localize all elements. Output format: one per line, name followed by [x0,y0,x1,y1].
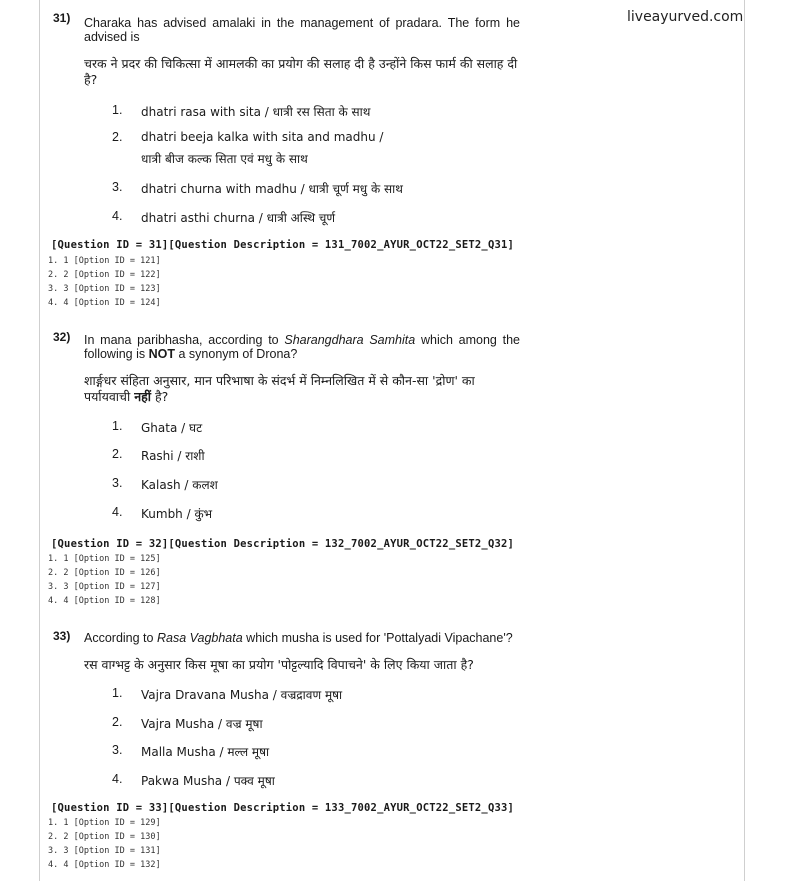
option-id: 4. 4 [Option ID = 124] [48,298,161,308]
option-number: 3. [112,180,123,194]
option-text: Pakwa Musha / पक्व मूषा [141,774,275,788]
option-id: 2. 2 [Option ID = 130] [48,832,161,842]
option-number: 3. [112,476,123,490]
option-1 [0,686,786,704]
option-text: Kumbh / कुंभ [141,507,213,521]
question-hindi: चरक ने प्रदर की चिकित्सा में आमलकी का प्रयोग की सलाह दी है उन्होंने किस फार्म की सलाह दी है? [84,56,518,87]
option-id: 4. 4 [Option ID = 128] [48,596,161,606]
option-2 [0,130,786,166]
option-number: 1. [112,103,123,117]
option-id: 3. 3 [Option ID = 123] [48,284,161,294]
option-number: 3. [112,743,123,757]
question-number: 33) [53,629,71,643]
option-1 [0,103,786,121]
option-number: 4. [112,209,123,223]
option-text: Rashi / राशी [141,449,205,463]
option-1 [0,419,786,437]
option-2 [0,447,786,465]
option-text: dhatri churna with madhu / धात्री चूर्ण मधु के साथ [141,182,403,196]
option-id: 3. 3 [Option ID = 127] [48,582,161,592]
question-english: Charaka has advised amalaki in the management of pradara. The form he advised is [84,16,520,44]
option-2 [0,715,786,733]
option-number: 2. [112,715,123,729]
option-3 [0,476,786,494]
question-english: According to Rasa Vagbhata which musha is used for 'Pottalyadi Vipachane'? [84,631,513,645]
option-3 [0,743,786,761]
option-number: 4. [112,772,123,786]
option-id: 4. 4 [Option ID = 132] [48,860,161,870]
option-text: Vajra Musha / वज्र मूषा [141,717,263,731]
question-english: In mana paribhasha, according to Sharangdhara Samhita which among the following is NOT a synonym of Drona? [84,333,521,361]
option-3 [0,180,786,198]
site-watermark: liveayurved.com [627,9,744,25]
option-id: 1. 1 [Option ID = 121] [48,256,161,266]
option-number: 4. [112,505,123,519]
option-4 [0,772,786,790]
question-number: 31) [53,11,71,25]
option-id: 1. 1 [Option ID = 129] [48,818,161,828]
question-number: 32) [53,330,71,344]
option-id: 1. 1 [Option ID = 125] [48,554,161,564]
option-text: dhatri asthi churna / धात्री अस्थि चूर्ण [141,211,336,225]
option-4 [0,505,786,523]
option-number: 1. [112,686,123,700]
option-id: 3. 3 [Option ID = 131] [48,846,161,856]
option-text: dhatri rasa with sita / धात्री रस सिता के साथ [141,105,371,119]
option-text: Malla Musha / मल्ल मूषा [141,745,270,759]
question-meta: [Question ID = 31][Question Description = 131_7002_AYUR_OCT22_SET2_Q31] [51,239,515,251]
option-number: 2. [112,447,123,461]
option-number: 2. [112,130,123,144]
option-id: 2. 2 [Option ID = 122] [48,270,161,280]
question-meta: [Question ID = 32][Question Description = 132_7002_AYUR_OCT22_SET2_Q32] [51,538,515,550]
option-id: 2. 2 [Option ID = 126] [48,568,161,578]
question-hindi: शार्ङ्गधर संहिता अनुसार, मान परिभाषा के संदर्भ में निम्नलिखित में से कौन-सा 'द्रोण' का पर्यायवाची नहीं है? [84,373,475,404]
option-text-hindi: धात्री बीज कल्क सिता एवं मधु के साथ [141,152,308,166]
option-4 [0,209,786,227]
question-meta: [Question ID = 33][Question Description = 133_7002_AYUR_OCT22_SET2_Q33] [51,802,515,814]
question-hindi: रस वाग्भट्ट के अनुसार किस मूषा का प्रयोग 'पोट्टल्यादि विपाचने' के लिए किया जाता है? [84,657,474,672]
option-number: 1. [112,419,123,433]
option-text: dhatri beeja kalka with sita and madhu / [141,130,384,144]
option-text: Vajra Dravana Musha / वज्रद्रावण मूषा [141,688,343,702]
option-text: Ghata / घट [141,421,203,435]
option-text: Kalash / कलश [141,478,218,492]
